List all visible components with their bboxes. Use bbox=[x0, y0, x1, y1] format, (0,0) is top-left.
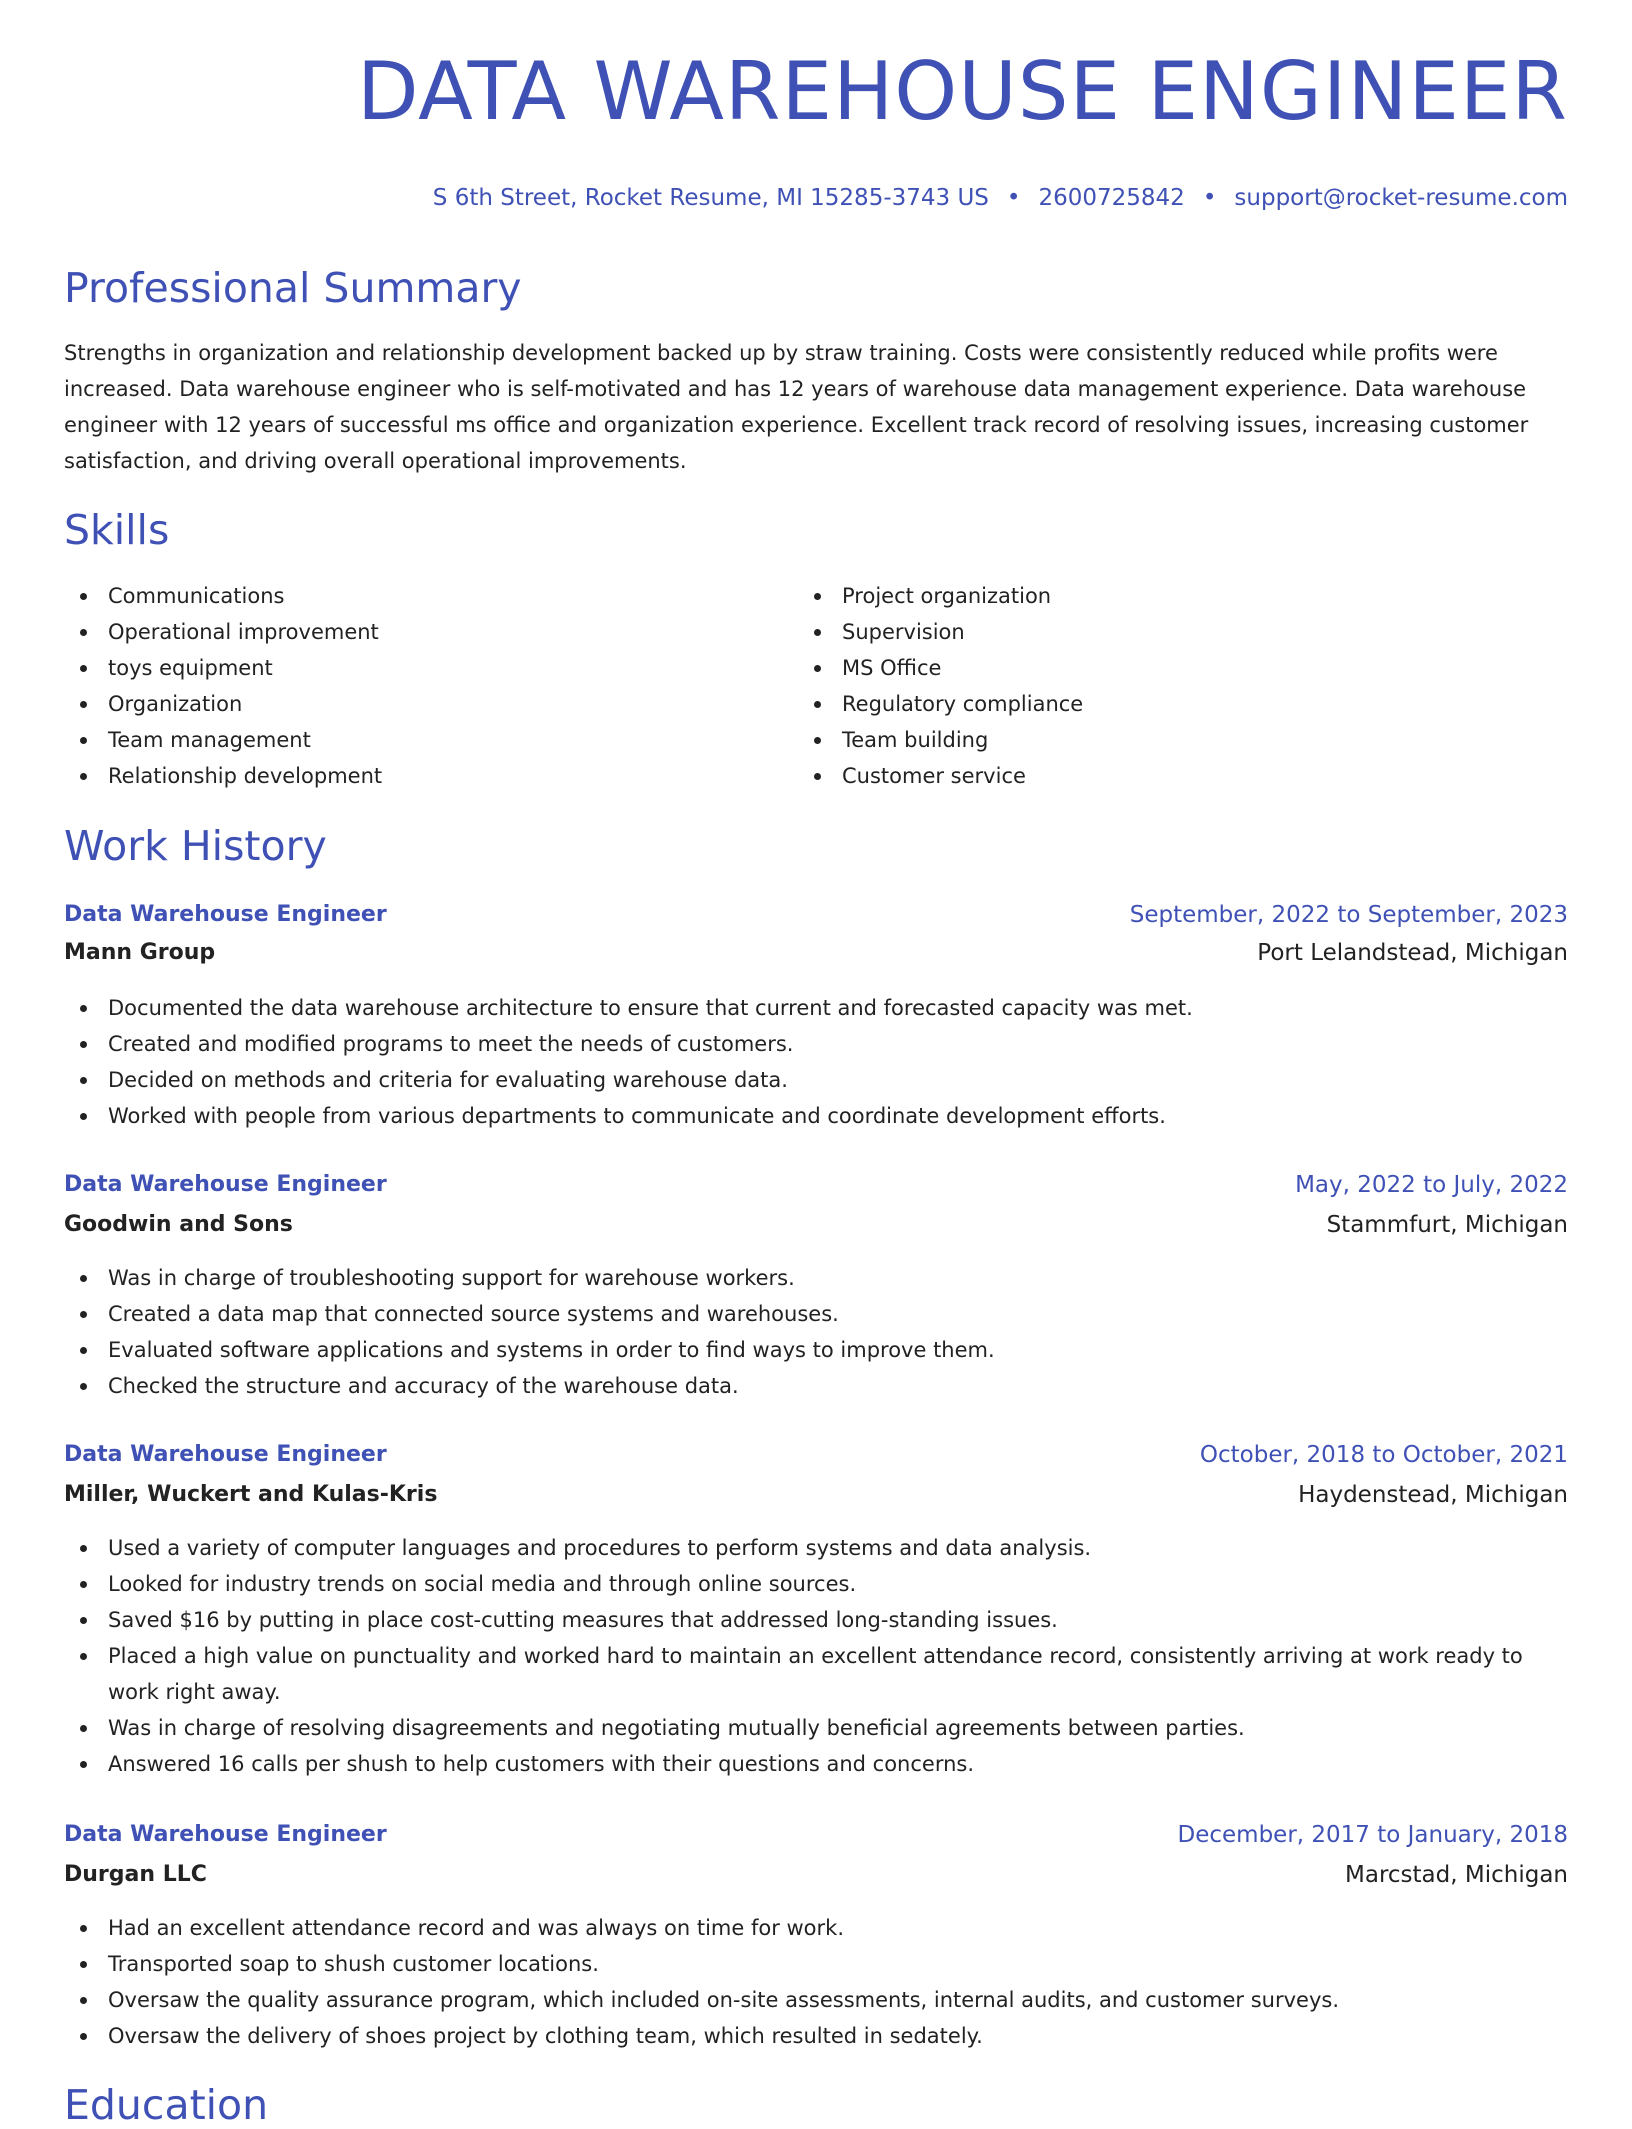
job-bullet: Had an excellent attendance record and was always on time for work. bbox=[64, 1910, 1568, 1946]
job-title-row bbox=[64, 1818, 1568, 1852]
job-bullets bbox=[64, 990, 1568, 1134]
summary-text: Strengths in organization and relationship development backed up by straw training. Costs were consistently reduced while profits were increased. Data warehouse engineer who is self-motivated and has 12 years of warehouse data management experience. Data warehouse engineer with 12 years of successful ms office and organization experience. Excellent track record of resolving issues, increasing customer satisfaction, and driving overall operational improvements. bbox=[64, 341, 1529, 473]
job-bullet: Worked with people from various departments to communicate and coordinate development efforts. bbox=[64, 1098, 1568, 1134]
job-company-row bbox=[64, 1478, 1568, 1512]
job-bullet: Used a variety of computer languages and procedures to perform systems and data analysis. bbox=[64, 1530, 1568, 1566]
skill-item: MS Office bbox=[798, 650, 1083, 686]
work-history-heading: Work History bbox=[64, 822, 327, 870]
job-company: Mann Group bbox=[64, 940, 216, 965]
job-bullet: Was in charge of resolving disagreements and negotiating mutually beneficial agreements between parties. bbox=[64, 1710, 1568, 1746]
skill-item: Relationship development bbox=[64, 758, 382, 794]
job-bullet: Created a data map that connected source systems and warehouses. bbox=[64, 1296, 1568, 1332]
skill-item: Customer service bbox=[798, 758, 1083, 794]
job-bullets bbox=[64, 1530, 1568, 1782]
contact-separator: • bbox=[1006, 185, 1021, 211]
job-bullet: Looked for industry trends on social media and through online sources. bbox=[64, 1566, 1568, 1602]
job-bullet: Was in charge of troubleshooting support for warehouse workers. bbox=[64, 1260, 1568, 1296]
job-bullet: Placed a high value on punctuality and worked hard to maintain an excellent attendance record, consistently arriving at work ready to work right away. bbox=[64, 1638, 1568, 1710]
contact-address: S 6th Street, Rocket Resume, MI 15285-3743 US bbox=[432, 185, 989, 211]
skills-heading: Skills bbox=[64, 506, 170, 554]
job-bullet: Answered 16 calls per shush to help customers with their questions and concerns. bbox=[64, 1746, 1568, 1782]
contact-separator: • bbox=[1202, 185, 1217, 211]
job-title: Data Warehouse Engineer bbox=[64, 1822, 387, 1847]
job-company-row bbox=[64, 1858, 1568, 1892]
job-company: Goodwin and Sons bbox=[64, 1212, 293, 1237]
job-dates: October, 2018 to October, 2021 bbox=[1199, 1442, 1568, 1468]
skill-item: toys equipment bbox=[64, 650, 382, 686]
job-bullet: Documented the data warehouse architecture to ensure that current and forecasted capacity was met. bbox=[64, 990, 1568, 1026]
job-dates: December, 2017 to January, 2018 bbox=[1177, 1822, 1568, 1848]
job-title-row bbox=[64, 1168, 1568, 1202]
job-bullet: Oversaw the delivery of shoes project by clothing team, which resulted in sedately. bbox=[64, 2018, 1568, 2054]
job-company: Miller, Wuckert and Kulas-Kris bbox=[64, 1482, 438, 1507]
job-location: Marcstad, Michigan bbox=[1345, 1862, 1568, 1888]
job-title-row bbox=[64, 1438, 1568, 1472]
job-company: Durgan LLC bbox=[64, 1862, 207, 1887]
job-dates: September, 2022 to September, 2023 bbox=[1129, 902, 1568, 928]
job-title-row bbox=[64, 898, 1568, 932]
job-title: Data Warehouse Engineer bbox=[64, 902, 387, 927]
skills-list-right bbox=[798, 578, 1083, 794]
contact-email[interactable]: support@rocket-resume.com bbox=[1234, 185, 1568, 211]
skill-item: Team management bbox=[64, 722, 382, 758]
job-title: Data Warehouse Engineer bbox=[64, 1172, 387, 1197]
job-bullet: Decided on methods and criteria for evaluating warehouse data. bbox=[64, 1062, 1568, 1098]
skill-item: Supervision bbox=[798, 614, 1083, 650]
job-location: Port Lelandstead, Michigan bbox=[1257, 940, 1568, 966]
job-bullets bbox=[64, 1260, 1568, 1404]
resume-title: DATA WAREHOUSE ENGINEER bbox=[356, 45, 1568, 138]
education-heading: Education bbox=[64, 2081, 269, 2129]
skill-item: Organization bbox=[64, 686, 382, 722]
job-bullet: Transported soap to shush customer locations. bbox=[64, 1946, 1568, 1982]
skill-item: Regulatory compliance bbox=[798, 686, 1083, 722]
job-bullet: Evaluated software applications and systems in order to find ways to improve them. bbox=[64, 1332, 1568, 1368]
skill-item: Operational improvement bbox=[64, 614, 382, 650]
skill-item: Communications bbox=[64, 578, 382, 614]
skill-item: Team building bbox=[798, 722, 1083, 758]
contact-line bbox=[433, 182, 1568, 214]
summary-heading: Professional Summary bbox=[64, 264, 522, 312]
job-bullets bbox=[64, 1910, 1568, 2054]
job-title: Data Warehouse Engineer bbox=[64, 1442, 387, 1467]
contact-phone: 2600725842 bbox=[1038, 185, 1185, 211]
job-bullet: Oversaw the quality assurance program, which included on-site assessments, internal audits, and customer surveys. bbox=[64, 1982, 1568, 2018]
skills-list-left bbox=[64, 578, 382, 794]
job-company-row bbox=[64, 936, 1568, 970]
job-location: Stammfurt, Michigan bbox=[1326, 1212, 1568, 1238]
job-dates: May, 2022 to July, 2022 bbox=[1295, 1172, 1568, 1198]
job-company-row bbox=[64, 1208, 1568, 1242]
skill-item: Project organization bbox=[798, 578, 1083, 614]
job-bullet: Created and modified programs to meet the needs of customers. bbox=[64, 1026, 1568, 1062]
job-location: Haydenstead, Michigan bbox=[1298, 1482, 1568, 1508]
job-bullet: Saved $16 by putting in place cost-cutting measures that addressed long-standing issues. bbox=[64, 1602, 1568, 1638]
job-bullet: Checked the structure and accuracy of the warehouse data. bbox=[64, 1368, 1568, 1404]
